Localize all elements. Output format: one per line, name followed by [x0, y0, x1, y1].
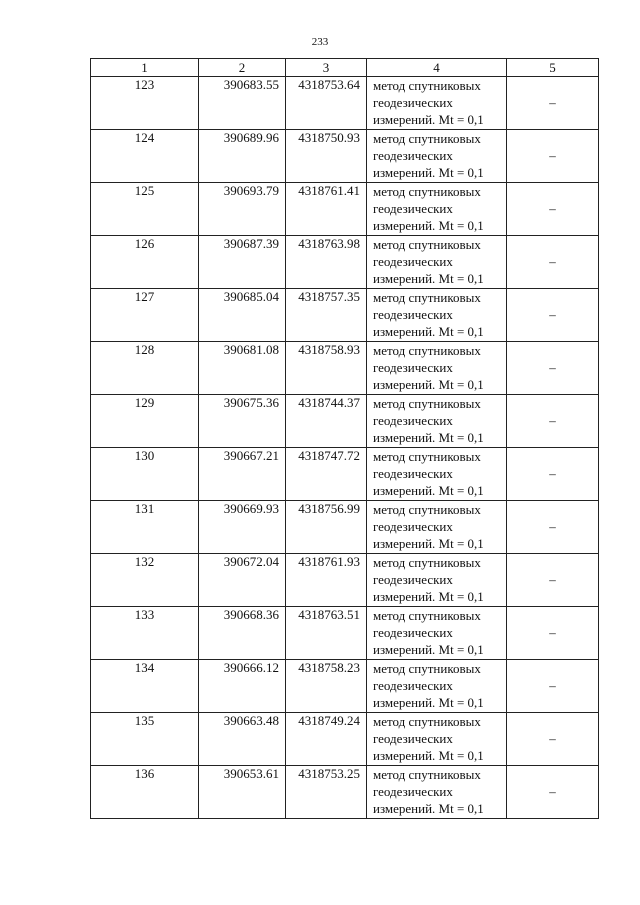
method-line: измерений. Mt = 0,1 — [373, 748, 484, 763]
description-cell: – — [507, 448, 599, 501]
table-row — [91, 130, 599, 183]
method-cell — [367, 607, 507, 660]
method-line: метод спутниковых — [373, 131, 481, 146]
table-row — [91, 607, 599, 660]
method-line: геодезических — [373, 519, 453, 534]
y-coordinate-cell: 4318758.23 — [286, 660, 367, 713]
column-header: 4 — [367, 59, 507, 77]
y-coordinate-cell: 4318756.99 — [286, 501, 367, 554]
point-number-cell: 125 — [91, 183, 199, 236]
table-row — [91, 766, 599, 819]
point-number-cell: 132 — [91, 554, 199, 607]
method-line: измерений. Mt = 0,1 — [373, 536, 484, 551]
point-number-cell: 130 — [91, 448, 199, 501]
x-coordinate-cell: 390666.12 — [199, 660, 286, 713]
method-cell — [367, 660, 507, 713]
method-line: измерений. Mt = 0,1 — [373, 801, 484, 816]
table-row — [91, 554, 599, 607]
method-line: метод спутниковых — [373, 237, 481, 252]
method-cell — [367, 713, 507, 766]
method-line: измерений. Mt = 0,1 — [373, 165, 484, 180]
x-coordinate-cell: 390689.96 — [199, 130, 286, 183]
point-number-cell: 131 — [91, 501, 199, 554]
method-cell — [367, 501, 507, 554]
method-line: геодезических — [373, 572, 453, 587]
x-coordinate-cell: 390675.36 — [199, 395, 286, 448]
method-line: метод спутниковых — [373, 767, 481, 782]
column-header: 2 — [199, 59, 286, 77]
page-number: 233 — [311, 36, 329, 48]
method-line: геодезических — [373, 466, 453, 481]
coordinates-table — [90, 58, 599, 819]
table-row — [91, 289, 599, 342]
column-header: 5 — [507, 59, 599, 77]
x-coordinate-cell: 390668.36 — [199, 607, 286, 660]
point-number-cell: 123 — [91, 77, 199, 130]
method-cell — [367, 448, 507, 501]
method-line: измерений. Mt = 0,1 — [373, 271, 484, 286]
x-coordinate-cell: 390672.04 — [199, 554, 286, 607]
table-row — [91, 183, 599, 236]
point-number-cell: 126 — [91, 236, 199, 289]
point-number-cell: 135 — [91, 713, 199, 766]
method-line: измерений. Mt = 0,1 — [373, 218, 484, 233]
table-row — [91, 395, 599, 448]
x-coordinate-cell: 390669.93 — [199, 501, 286, 554]
y-coordinate-cell: 4318758.93 — [286, 342, 367, 395]
column-header: 1 — [91, 59, 199, 77]
method-line: измерений. Mt = 0,1 — [373, 324, 484, 339]
table-row — [91, 448, 599, 501]
method-line: геодезических — [373, 148, 453, 163]
x-coordinate-cell: 390653.61 — [199, 766, 286, 819]
method-line: метод спутниковых — [373, 661, 481, 676]
column-header: 3 — [286, 59, 367, 77]
y-coordinate-cell: 4318750.93 — [286, 130, 367, 183]
method-cell — [367, 236, 507, 289]
method-line: метод спутниковых — [373, 184, 481, 199]
description-cell: – — [507, 660, 599, 713]
point-number-cell: 128 — [91, 342, 199, 395]
point-number-cell: 129 — [91, 395, 199, 448]
description-cell: – — [507, 501, 599, 554]
method-line: геодезических — [373, 625, 453, 640]
method-line: метод спутниковых — [373, 343, 481, 358]
y-coordinate-cell: 4318753.64 — [286, 77, 367, 130]
description-cell: – — [507, 77, 599, 130]
point-number-cell: 136 — [91, 766, 199, 819]
method-line: геодезических — [373, 95, 453, 110]
method-line: метод спутниковых — [373, 555, 481, 570]
method-cell — [367, 289, 507, 342]
description-cell: – — [507, 713, 599, 766]
y-coordinate-cell: 4318761.41 — [286, 183, 367, 236]
method-line: геодезических — [373, 731, 453, 746]
method-cell — [367, 77, 507, 130]
description-cell: – — [507, 395, 599, 448]
method-line: измерений. Mt = 0,1 — [373, 377, 484, 392]
x-coordinate-cell: 390693.79 — [199, 183, 286, 236]
description-cell: – — [507, 130, 599, 183]
method-line: метод спутниковых — [373, 608, 481, 623]
description-cell: – — [507, 766, 599, 819]
description-cell: – — [507, 342, 599, 395]
method-line: измерений. Mt = 0,1 — [373, 112, 484, 127]
description-cell: – — [507, 236, 599, 289]
description-cell: – — [507, 554, 599, 607]
method-line: метод спутниковых — [373, 449, 481, 464]
method-line: измерений. Mt = 0,1 — [373, 483, 484, 498]
table-row — [91, 236, 599, 289]
method-line: геодезических — [373, 201, 453, 216]
point-number-cell: 134 — [91, 660, 199, 713]
y-coordinate-cell: 4318749.24 — [286, 713, 367, 766]
y-coordinate-cell: 4318753.25 — [286, 766, 367, 819]
y-coordinate-cell: 4318763.51 — [286, 607, 367, 660]
method-line: геодезических — [373, 254, 453, 269]
method-line: измерений. Mt = 0,1 — [373, 695, 484, 710]
x-coordinate-cell: 390683.55 — [199, 77, 286, 130]
y-coordinate-cell: 4318747.72 — [286, 448, 367, 501]
method-line: геодезических — [373, 784, 453, 799]
method-line: геодезических — [373, 307, 453, 322]
x-coordinate-cell: 390663.48 — [199, 713, 286, 766]
method-line: метод спутниковых — [373, 396, 481, 411]
method-line: измерений. Mt = 0,1 — [373, 589, 484, 604]
table-row — [91, 501, 599, 554]
point-number-cell: 124 — [91, 130, 199, 183]
method-line: геодезических — [373, 678, 453, 693]
method-line: геодезических — [373, 360, 453, 375]
table-row — [91, 713, 599, 766]
method-line: метод спутниковых — [373, 502, 481, 517]
method-line: геодезических — [373, 413, 453, 428]
point-number-cell: 133 — [91, 607, 199, 660]
method-line: измерений. Mt = 0,1 — [373, 642, 484, 657]
x-coordinate-cell: 390667.21 — [199, 448, 286, 501]
method-cell — [367, 130, 507, 183]
description-cell: – — [507, 289, 599, 342]
method-cell — [367, 342, 507, 395]
table-row — [91, 77, 599, 130]
description-cell: – — [507, 607, 599, 660]
method-line: метод спутниковых — [373, 714, 481, 729]
method-cell — [367, 183, 507, 236]
method-line: метод спутниковых — [373, 78, 481, 93]
table-row — [91, 342, 599, 395]
point-number-cell: 127 — [91, 289, 199, 342]
table-row — [91, 660, 599, 713]
y-coordinate-cell: 4318761.93 — [286, 554, 367, 607]
table-header-row — [91, 59, 599, 77]
method-line: метод спутниковых — [373, 290, 481, 305]
x-coordinate-cell: 390681.08 — [199, 342, 286, 395]
method-cell — [367, 766, 507, 819]
y-coordinate-cell: 4318763.98 — [286, 236, 367, 289]
method-cell — [367, 554, 507, 607]
description-cell: – — [507, 183, 599, 236]
y-coordinate-cell: 4318744.37 — [286, 395, 367, 448]
method-cell — [367, 395, 507, 448]
x-coordinate-cell: 390687.39 — [199, 236, 286, 289]
method-line: измерений. Mt = 0,1 — [373, 430, 484, 445]
x-coordinate-cell: 390685.04 — [199, 289, 286, 342]
y-coordinate-cell: 4318757.35 — [286, 289, 367, 342]
